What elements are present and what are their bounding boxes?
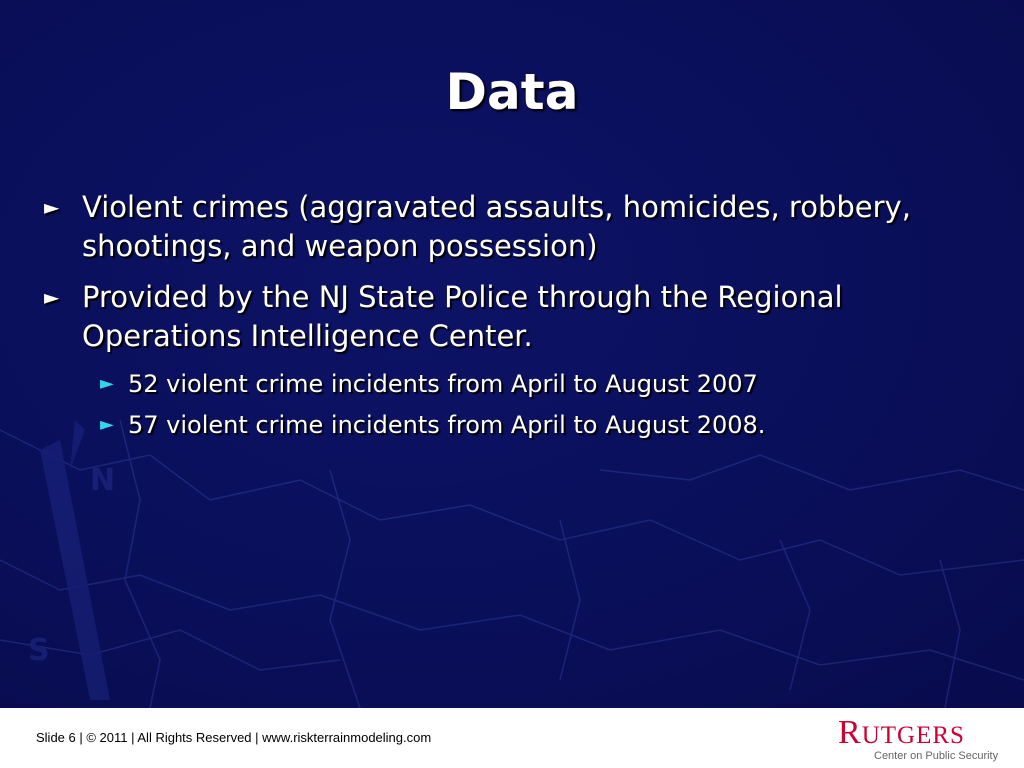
bullet-text: Provided by the NJ State Police through the Regional Operations Intelligence Center.: [82, 280, 843, 353]
bullet-text: Violent crimes (aggravated assaults, homicides, robbery, shootings, and weapon possession): [82, 190, 911, 263]
sub-bullet-item: [44, 409, 984, 442]
slide-title: Data: [445, 63, 579, 121]
sub-bullet-item: [44, 368, 984, 401]
sub-bullet-text: 52 violent crime incidents from April to August 2007: [128, 370, 758, 398]
bullet-item: [44, 188, 984, 266]
svg-text:S: S: [28, 633, 50, 668]
svg-text:N: N: [90, 463, 116, 498]
triangle-bullet-icon: ►: [44, 195, 60, 219]
bullet-list: [44, 188, 984, 450]
footer-copyright: Slide 6 | © 2011 | All Rights Reserved | www.riskterrainmodeling.com: [36, 730, 432, 745]
bullet-item: [44, 278, 984, 356]
logo-rest: UTGERS: [861, 722, 965, 749]
triangle-bullet-icon: ►: [44, 285, 60, 309]
rutgers-logo: [838, 714, 998, 766]
triangle-bullet-icon: ►: [100, 414, 114, 435]
logo-initial: R: [838, 714, 862, 751]
slide-footer: [0, 708, 1024, 768]
logo-subtitle: Center on Public Security: [874, 750, 999, 762]
sub-bullet-text: 57 violent crime incidents from April to August 2008.: [128, 411, 766, 439]
logo-wordmark: [838, 714, 965, 755]
triangle-bullet-icon: ►: [100, 373, 114, 394]
